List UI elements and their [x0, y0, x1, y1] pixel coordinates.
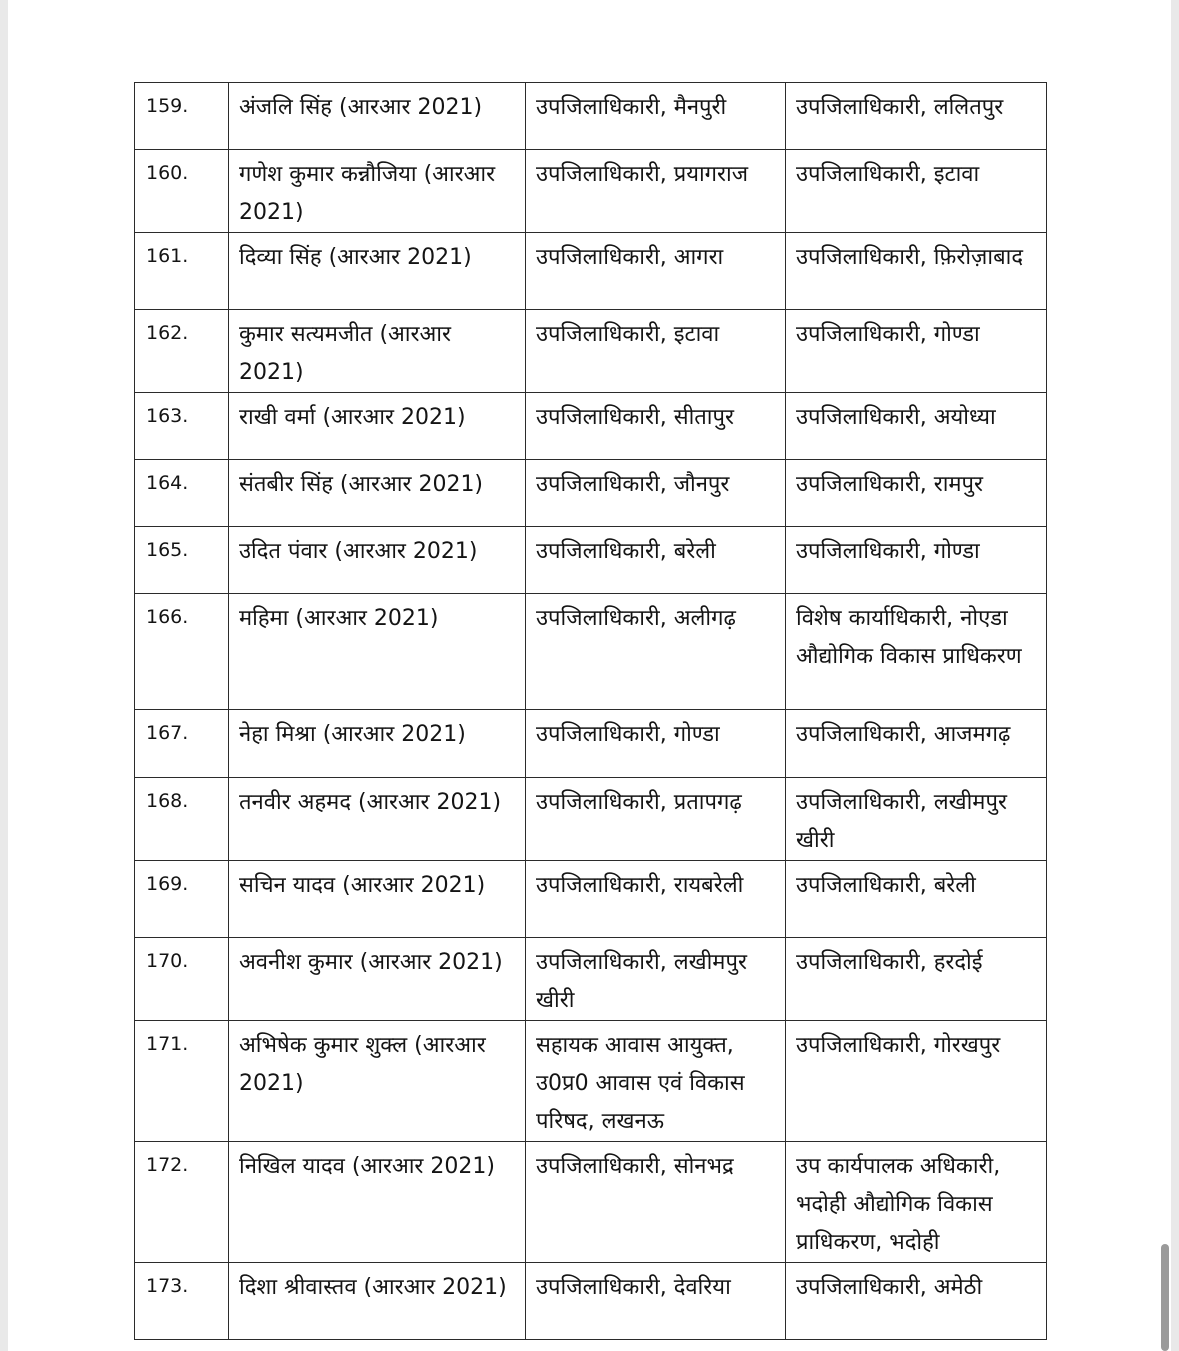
current-posting-cell: उपजिलाधिकारी, गोण्डा: [526, 710, 786, 778]
officer-name-cell: निखिल यादव (आरआर 2021): [229, 1142, 526, 1263]
current-posting-cell: सहायक आवास आयुक्त, उ0प्र0 आवास एवं विकास परिषद, लखनऊ: [526, 1021, 786, 1142]
new-posting-cell: उपजिलाधिकारी, अयोध्या: [786, 393, 1047, 460]
new-posting-cell: उपजिलाधिकारी, बरेली: [786, 861, 1047, 938]
officer-name-cell: संतबीर सिंह (आरआर 2021): [229, 460, 526, 527]
table-row: [135, 527, 1047, 594]
current-posting-cell: उपजिलाधिकारी, बरेली: [526, 527, 786, 594]
new-posting-cell: उपजिलाधिकारी, इटावा: [786, 150, 1047, 233]
serial-number-cell: 166.: [135, 594, 229, 710]
new-posting-cell: उप कार्यपालक अधिकारी, भदोही औद्योगिक विकास प्राधिकरण, भदोही: [786, 1142, 1047, 1263]
serial-number-cell: 173.: [135, 1263, 229, 1340]
table-row: [135, 150, 1047, 233]
current-posting-cell: उपजिलाधिकारी, प्रतापगढ़: [526, 778, 786, 861]
serial-number-cell: 161.: [135, 233, 229, 310]
officer-name-cell: अवनीश कुमार (आरआर 2021): [229, 938, 526, 1021]
transfer-table: [134, 82, 1047, 1340]
table-row: [135, 778, 1047, 861]
serial-number-cell: 160.: [135, 150, 229, 233]
current-posting-cell: उपजिलाधिकारी, जौनपुर: [526, 460, 786, 527]
new-posting-cell: उपजिलाधिकारी, ललितपुर: [786, 83, 1047, 150]
table-body: [135, 83, 1047, 1340]
new-posting-cell: विशेष कार्याधिकारी, नोएडा औद्योगिक विकास प्राधिकरण: [786, 594, 1047, 710]
serial-number-cell: 163.: [135, 393, 229, 460]
serial-number-cell: 170.: [135, 938, 229, 1021]
officer-name-cell: नेहा मिश्रा (आरआर 2021): [229, 710, 526, 778]
serial-number-cell: 172.: [135, 1142, 229, 1263]
serial-number-cell: 169.: [135, 861, 229, 938]
officer-name-cell: अंजलि सिंह (आरआर 2021): [229, 83, 526, 150]
new-posting-cell: उपजिलाधिकारी, लखीमपुर खीरी: [786, 778, 1047, 861]
officer-name-cell: सचिन यादव (आरआर 2021): [229, 861, 526, 938]
table-row: [135, 1142, 1047, 1263]
document-page: [8, 0, 1171, 1351]
officer-name-cell: तनवीर अहमद (आरआर 2021): [229, 778, 526, 861]
table-row: [135, 1021, 1047, 1142]
current-posting-cell: उपजिलाधिकारी, सीतापुर: [526, 393, 786, 460]
officer-name-cell: गणेश कुमार कन्नौजिया (आरआर 2021): [229, 150, 526, 233]
table-row: [135, 393, 1047, 460]
officer-name-cell: महिमा (आरआर 2021): [229, 594, 526, 710]
current-posting-cell: उपजिलाधिकारी, मैनपुरी: [526, 83, 786, 150]
serial-number-cell: 164.: [135, 460, 229, 527]
serial-number-cell: 168.: [135, 778, 229, 861]
officer-name-cell: राखी वर्मा (आरआर 2021): [229, 393, 526, 460]
new-posting-cell: उपजिलाधिकारी, आजमगढ़: [786, 710, 1047, 778]
serial-number-cell: 171.: [135, 1021, 229, 1142]
serial-number-cell: 167.: [135, 710, 229, 778]
officer-name-cell: दिव्या सिंह (आरआर 2021): [229, 233, 526, 310]
table-row: [135, 861, 1047, 938]
table-row: [135, 1263, 1047, 1340]
table-row: [135, 938, 1047, 1021]
table-row: [135, 460, 1047, 527]
current-posting-cell: उपजिलाधिकारी, देवरिया: [526, 1263, 786, 1340]
new-posting-cell: उपजिलाधिकारी, फ़िरोज़ाबाद: [786, 233, 1047, 310]
current-posting-cell: उपजिलाधिकारी, आगरा: [526, 233, 786, 310]
serial-number-cell: 159.: [135, 83, 229, 150]
table-row: [135, 594, 1047, 710]
table-row: [135, 83, 1047, 150]
table-row: [135, 310, 1047, 393]
serial-number-cell: 165.: [135, 527, 229, 594]
officer-name-cell: अभिषेक कुमार शुक्ल (आरआर 2021): [229, 1021, 526, 1142]
current-posting-cell: उपजिलाधिकारी, लखीमपुर खीरी: [526, 938, 786, 1021]
new-posting-cell: उपजिलाधिकारी, गोण्डा: [786, 527, 1047, 594]
new-posting-cell: उपजिलाधिकारी, अमेठी: [786, 1263, 1047, 1340]
current-posting-cell: उपजिलाधिकारी, इटावा: [526, 310, 786, 393]
officer-name-cell: उदित पंवार (आरआर 2021): [229, 527, 526, 594]
new-posting-cell: उपजिलाधिकारी, रामपुर: [786, 460, 1047, 527]
table-row: [135, 233, 1047, 310]
officer-name-cell: कुमार सत्यमजीत (आरआर 2021): [229, 310, 526, 393]
new-posting-cell: उपजिलाधिकारी, गोण्डा: [786, 310, 1047, 393]
table-row: [135, 710, 1047, 778]
serial-number-cell: 162.: [135, 310, 229, 393]
current-posting-cell: उपजिलाधिकारी, प्रयागराज: [526, 150, 786, 233]
officer-name-cell: दिशा श्रीवास्तव (आरआर 2021): [229, 1263, 526, 1340]
current-posting-cell: उपजिलाधिकारी, अलीगढ़: [526, 594, 786, 710]
current-posting-cell: उपजिलाधिकारी, रायबरेली: [526, 861, 786, 938]
new-posting-cell: उपजिलाधिकारी, हरदोई: [786, 938, 1047, 1021]
scrollbar-thumb[interactable]: [1161, 1244, 1169, 1351]
new-posting-cell: उपजिलाधिकारी, गोरखपुर: [786, 1021, 1047, 1142]
current-posting-cell: उपजिलाधिकारी, सोनभद्र: [526, 1142, 786, 1263]
